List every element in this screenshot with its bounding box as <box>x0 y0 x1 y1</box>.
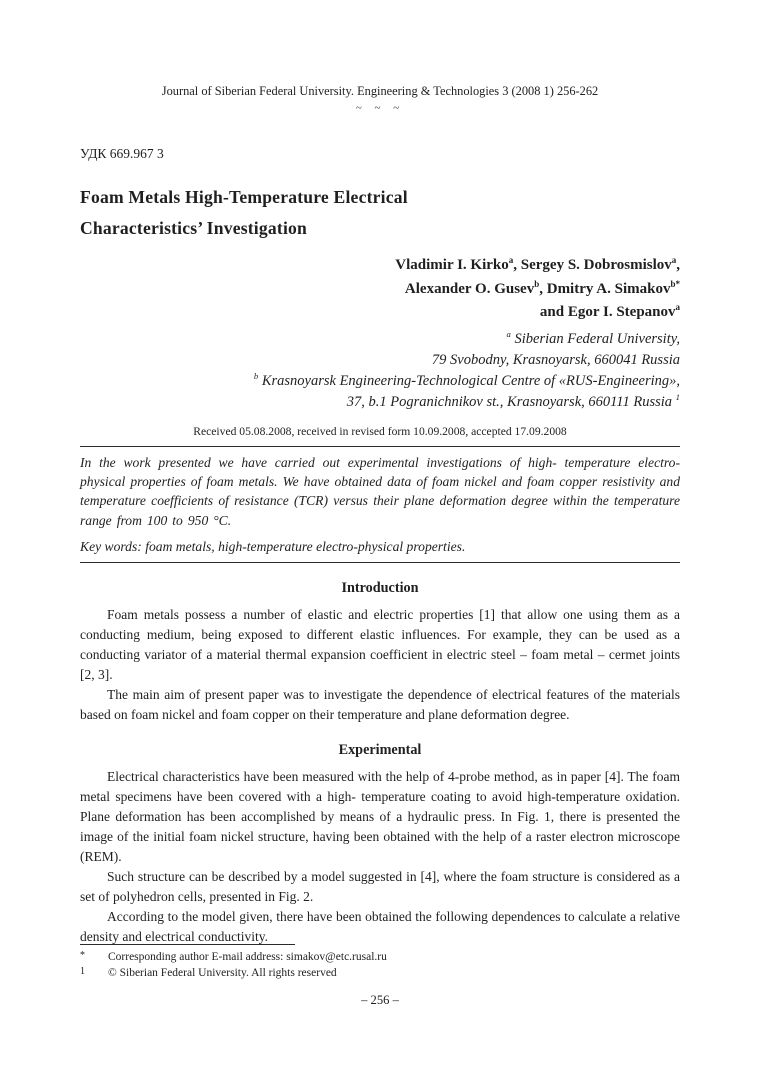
footnote-text: © Siberian Federal University. All rights reserved <box>108 967 337 979</box>
paper-title <box>80 182 680 244</box>
section-heading-experimental: Experimental <box>338 742 422 759</box>
footnote-separator <box>80 944 295 945</box>
footnotes-block <box>80 944 680 981</box>
paper-title-line-1: Foam Metals High-Temperature Electrical <box>80 187 408 207</box>
paper-title-line-2: Characteristics’ Investigation <box>80 218 308 238</box>
abstract-rule-bottom <box>80 562 680 563</box>
footnote-row <box>80 949 680 965</box>
author-line: Vladimir I. Kirko$^a$, Sergey S. Dobrosmislov$^a$, <box>395 255 680 273</box>
affiliation-line: 79 Svobodny, Krasnoyarsk, 660041 Russia <box>431 351 680 368</box>
author-line: and Egor I. Stepanov$^a$ <box>539 302 680 320</box>
received-line: Received 05.08.2008, received in revised form 10.09.2008, accepted 17.09.2008 <box>193 424 567 438</box>
author-line: Alexander O. Gusev$^b$, Dmitry A. Simakov$^{b*}$ <box>404 278 680 297</box>
affiliations-block <box>80 329 680 413</box>
footnote-row <box>80 965 680 981</box>
keywords-line: Key words: foam metals, high-temperature electro-physical properties. <box>80 539 466 555</box>
abstract-text: In the work presented we have carried out experimental investigations of high- temperature electro-physical properties of foam metals. We have obtained data of foam nickel and foam copper resistivity and temperature coefficients of resistance (TCR) versus their plane deformation degree within the temperature range from 100 to 950 °C. <box>80 454 680 528</box>
paragraph: Such structure can be described by a model suggested in [4], where the foam structure is considered as a set of polyhedron cells, presented in Fig. 2. <box>80 869 680 905</box>
paragraph: The main aim of present paper was to investigate the dependence of electrical features of the materials based on foam nickel and foam copper on their temperature and plane deformation degree. <box>80 687 680 723</box>
footnote-marker: * <box>80 950 85 961</box>
section-heading-introduction: Introduction <box>341 580 419 597</box>
authors-block <box>80 254 680 325</box>
page-number: – 256 – <box>361 993 399 1007</box>
journal-header-line: Journal of Siberian Federal University. Engineering & Technologies 3 (2008 1) 256-262 <box>161 84 599 98</box>
affiliation-line: $^a$ Siberian Federal University, <box>506 328 680 347</box>
udk-code: УДК 669.967 3 <box>80 146 164 161</box>
paragraph: Foam metals possess a number of elastic and electric properties [1] that allow one using them as a conducting medium, being exposed to different elastic influences. For example, they can be used as a conducting variator of a material thermal expansion coefficient in electric steel – foam metal – cermet joints [2, 3]. <box>80 607 680 683</box>
affiliation-line: $^b$ Krasnoyarsk Engineering-Technological Centre of «RUS-Engineering», <box>253 370 680 389</box>
paragraph: According to the model given, there have been obtained the following dependences to calculate a relative density and electrical conductivity. <box>80 909 680 945</box>
footnote-text: Corresponding author E-mail address: simakov@etc.rusal.ru <box>108 951 387 963</box>
affiliation-line: 37, b.1 Pogranichnikov st., Krasnoyarsk, 660111 Russia $^1$ <box>346 391 680 410</box>
footnote-marker: 1 <box>80 966 85 977</box>
paragraph: Electrical characteristics have been measured with the help of 4-probe method, as in paper [4]. The foam metal specimens have been covered with a high- temperature coating to avoid high-temperature oxidation. Plane deformation has been accomplished by means of a hydraulic press. In Fig. 1, there is presented the image of the initial foam nickel structure, having been obtained with the help of a raster electron microscope (REM). <box>80 769 680 865</box>
tilde-ornament: ~ ~ ~ <box>355 102 405 114</box>
